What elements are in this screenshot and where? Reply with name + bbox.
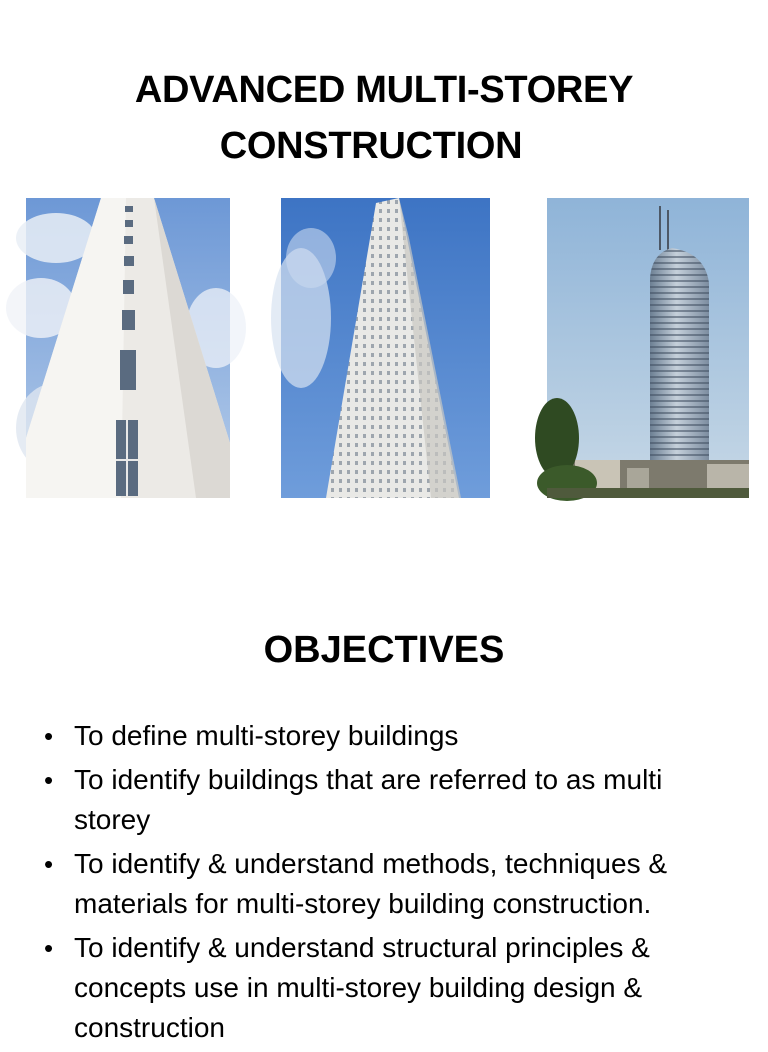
bullet-text: To identify & understand methods, techniques & materials for multi-storey building construction. <box>74 848 668 919</box>
bullet-icon: • <box>44 933 54 963</box>
bullet-icon: • <box>44 721 54 751</box>
title-line-1: ADVANCED MULTI-STOREY <box>134 69 634 111</box>
bullet-text: To define multi-storey buildings <box>74 720 459 751</box>
objectives-list <box>44 716 744 1052</box>
objectives-heading: OBJECTIVES <box>263 629 505 671</box>
list-item <box>44 760 744 840</box>
bullet-icon: • <box>44 765 54 795</box>
list-item <box>44 928 744 1048</box>
building-photo-1 <box>26 198 230 498</box>
list-item <box>44 844 744 924</box>
bullet-text: To identify buildings that are referred to as multi storey <box>74 764 663 835</box>
glass-cylindrical-tower-icon <box>547 198 749 498</box>
building-photo-2 <box>281 198 490 498</box>
bullet-icon: • <box>44 849 54 879</box>
white-tower-upward-view-icon <box>26 198 230 498</box>
white-highrise-upward-view-icon <box>281 198 490 498</box>
building-photo-3 <box>547 198 749 498</box>
title-line-2: CONSTRUCTION <box>219 125 523 167</box>
bullet-text: To identify & understand structural principles & concepts use in multi-storey building design & construction <box>74 932 650 1043</box>
list-item <box>44 716 744 756</box>
title-slide <box>0 0 768 520</box>
objectives-slide <box>0 600 768 1043</box>
slide-title <box>0 62 768 174</box>
